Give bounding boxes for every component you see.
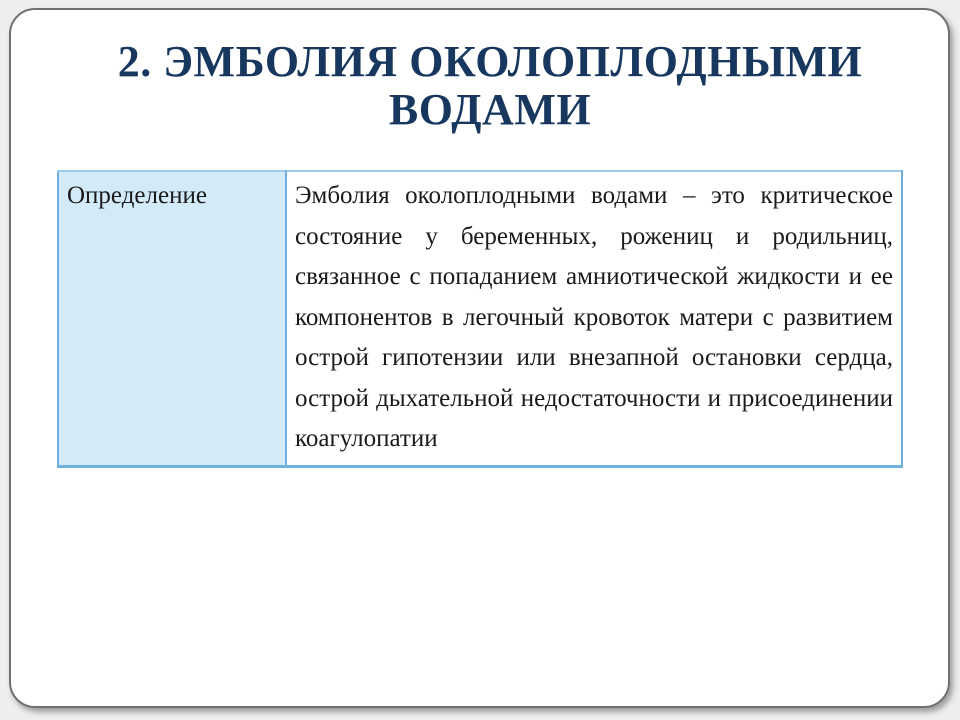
- table-row: [58, 171, 902, 466]
- term-cell: Определение: [58, 171, 286, 466]
- slide-title: 2. ЭМБОЛИЯ ОКОЛОПЛОДНЫМИ ВОДАМИ: [117, 37, 863, 134]
- definition-cell: Эмболия околоплодными водами – это критическое состояние у беременных, рожениц и родильниц, связанное с попаданием амниотической жидкости и ее компонентов в легочный кровоток матери с развитием острой гипотензии или внезапной остановки сердца, острой дыхательной недостаточности и присоединении коагулопатии: [286, 171, 902, 466]
- definition-table: [57, 170, 903, 468]
